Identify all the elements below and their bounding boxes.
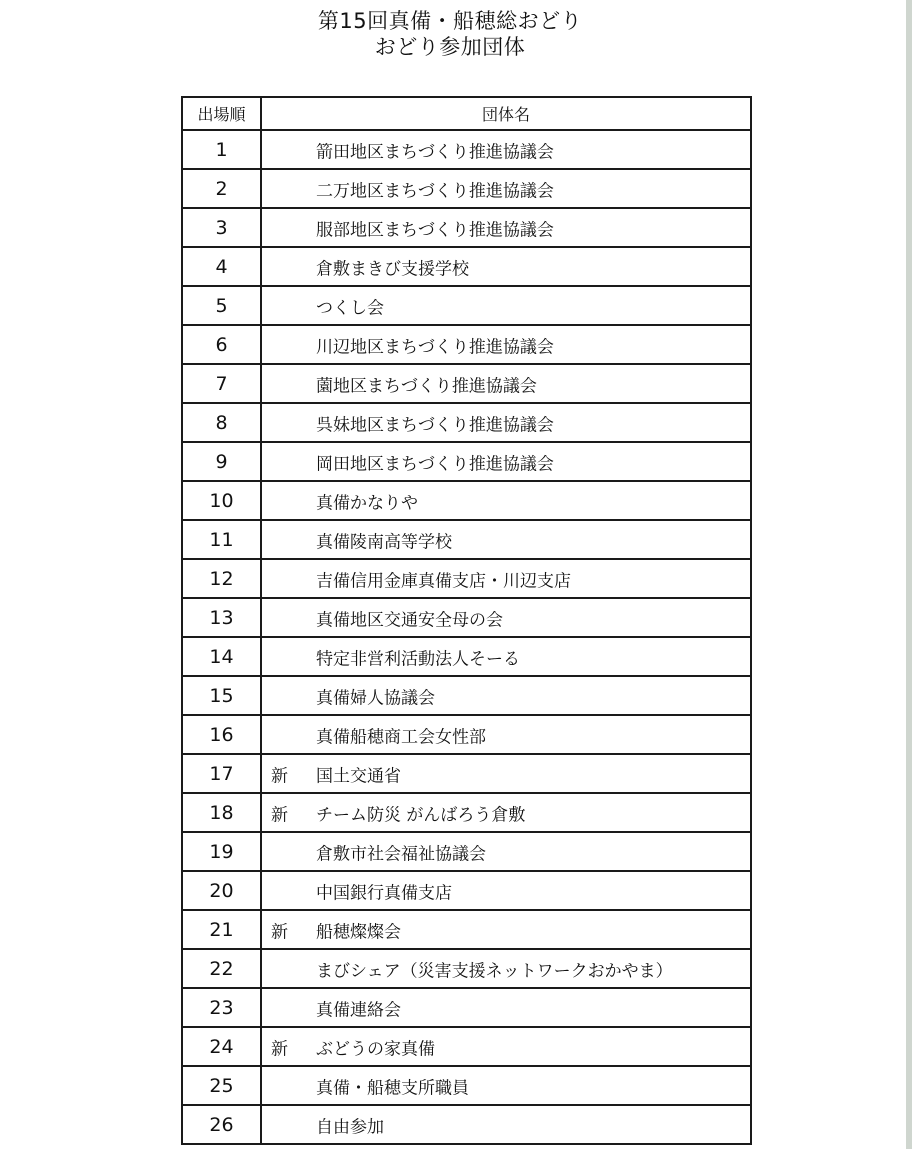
group-name: チーム防災 がんばろう倉敷	[316, 805, 526, 825]
group-name: 中国銀行真備支店	[316, 883, 452, 903]
group-name-cell	[261, 286, 751, 325]
group-name: まびシェア（災害支援ネットワークおかやま）	[316, 961, 673, 981]
group-name-cell	[261, 442, 751, 481]
group-name-cell	[261, 910, 751, 949]
order-number: 18	[182, 793, 261, 832]
group-name-cell	[261, 949, 751, 988]
group-name: 真備陵南高等学校	[316, 532, 452, 552]
order-number: 22	[182, 949, 261, 988]
table-row	[182, 910, 751, 949]
page-subtitle: おどり参加団体	[374, 35, 526, 59]
participant-table	[181, 96, 752, 1145]
group-name: 真備連絡会	[316, 1000, 401, 1020]
column-header-order: 出場順	[182, 97, 261, 130]
table-body	[182, 130, 751, 1144]
table-row	[182, 325, 751, 364]
group-name-cell	[261, 247, 751, 286]
group-name-cell	[261, 637, 751, 676]
group-name-cell	[261, 715, 751, 754]
new-tag: 新	[271, 1039, 288, 1059]
group-name: つくし会	[316, 298, 384, 318]
group-name-cell	[261, 520, 751, 559]
table-row	[182, 247, 751, 286]
order-number: 2	[182, 169, 261, 208]
group-name-cell	[261, 481, 751, 520]
group-name-cell	[261, 559, 751, 598]
group-name: 吉備信用金庫真備支店・川辺支店	[316, 571, 571, 591]
order-number: 3	[182, 208, 261, 247]
table-row	[182, 1027, 751, 1066]
table-row	[182, 442, 751, 481]
table-row	[182, 130, 751, 169]
group-name: 真備・船穂支所職員	[316, 1078, 469, 1098]
order-number: 14	[182, 637, 261, 676]
order-number: 12	[182, 559, 261, 598]
group-name-cell	[261, 871, 751, 910]
table-row	[182, 364, 751, 403]
table-row	[182, 676, 751, 715]
order-number: 8	[182, 403, 261, 442]
table-row	[182, 598, 751, 637]
order-number: 20	[182, 871, 261, 910]
group-name: 川辺地区まちづくり推進協議会	[316, 337, 554, 357]
group-name-cell	[261, 832, 751, 871]
table-row	[182, 871, 751, 910]
order-number: 1	[182, 130, 261, 169]
table-row	[182, 832, 751, 871]
order-number: 5	[182, 286, 261, 325]
group-name-cell	[261, 1066, 751, 1105]
group-name: 倉敷まきび支援学校	[316, 259, 469, 279]
group-name: 国土交通省	[316, 766, 401, 786]
group-name: 真備かなりや	[316, 493, 418, 513]
table-row	[182, 1105, 751, 1144]
group-name-cell	[261, 325, 751, 364]
group-name: 真備婦人協議会	[316, 688, 435, 708]
group-name-cell	[261, 403, 751, 442]
new-tag: 新	[271, 922, 288, 942]
table-row	[182, 208, 751, 247]
group-name-cell	[261, 130, 751, 169]
group-name: 箭田地区まちづくり推進協議会	[316, 142, 554, 162]
group-name: 岡田地区まちづくり推進協議会	[316, 454, 554, 474]
group-name: 自由参加	[316, 1117, 384, 1137]
table-row	[182, 637, 751, 676]
order-number: 25	[182, 1066, 261, 1105]
group-name: ぶどうの家真備	[316, 1039, 435, 1059]
group-name-cell	[261, 1105, 751, 1144]
table-row	[182, 169, 751, 208]
order-number: 10	[182, 481, 261, 520]
new-tag: 新	[271, 805, 288, 825]
order-number: 13	[182, 598, 261, 637]
order-number: 9	[182, 442, 261, 481]
order-number: 15	[182, 676, 261, 715]
order-number: 7	[182, 364, 261, 403]
order-number: 19	[182, 832, 261, 871]
order-number: 16	[182, 715, 261, 754]
table-row	[182, 949, 751, 988]
group-name: 真備地区交通安全母の会	[316, 610, 503, 630]
table-row	[182, 793, 751, 832]
page-title: 第15回真備・船穂総おどり	[317, 9, 583, 33]
order-number: 17	[182, 754, 261, 793]
table-row	[182, 715, 751, 754]
group-name-cell	[261, 676, 751, 715]
table-row	[182, 988, 751, 1027]
group-name: 呉妹地区まちづくり推進協議会	[316, 415, 554, 435]
order-number: 26	[182, 1105, 261, 1144]
group-name-cell	[261, 754, 751, 793]
group-name: 服部地区まちづくり推進協議会	[316, 220, 554, 240]
group-name: 倉敷市社会福祉協議会	[316, 844, 486, 864]
order-number: 23	[182, 988, 261, 1027]
group-name-cell	[261, 988, 751, 1027]
table-header-row	[182, 97, 751, 130]
order-number: 21	[182, 910, 261, 949]
group-name: 二万地区まちづくり推進協議会	[316, 181, 554, 201]
group-name-cell	[261, 208, 751, 247]
group-name: 船穂燦燦会	[316, 922, 401, 942]
new-tag: 新	[271, 766, 288, 786]
table-row	[182, 1066, 751, 1105]
order-number: 11	[182, 520, 261, 559]
group-name-cell	[261, 598, 751, 637]
order-number: 24	[182, 1027, 261, 1066]
group-name-cell	[261, 793, 751, 832]
table-row	[182, 559, 751, 598]
table-row	[182, 403, 751, 442]
group-name: 真備船穂商工会女性部	[316, 727, 486, 747]
page-edge	[906, 0, 912, 1149]
column-header-group-name: 団体名	[261, 97, 751, 130]
group-name-cell	[261, 1027, 751, 1066]
table-row	[182, 481, 751, 520]
table-row	[182, 754, 751, 793]
group-name: 薗地区まちづくり推進協議会	[316, 376, 537, 396]
table-row	[182, 520, 751, 559]
order-number: 6	[182, 325, 261, 364]
group-name-cell	[261, 364, 751, 403]
order-number: 4	[182, 247, 261, 286]
group-name-cell	[261, 169, 751, 208]
table-row	[182, 286, 751, 325]
group-name: 特定非営利活動法人そーる	[316, 649, 520, 669]
